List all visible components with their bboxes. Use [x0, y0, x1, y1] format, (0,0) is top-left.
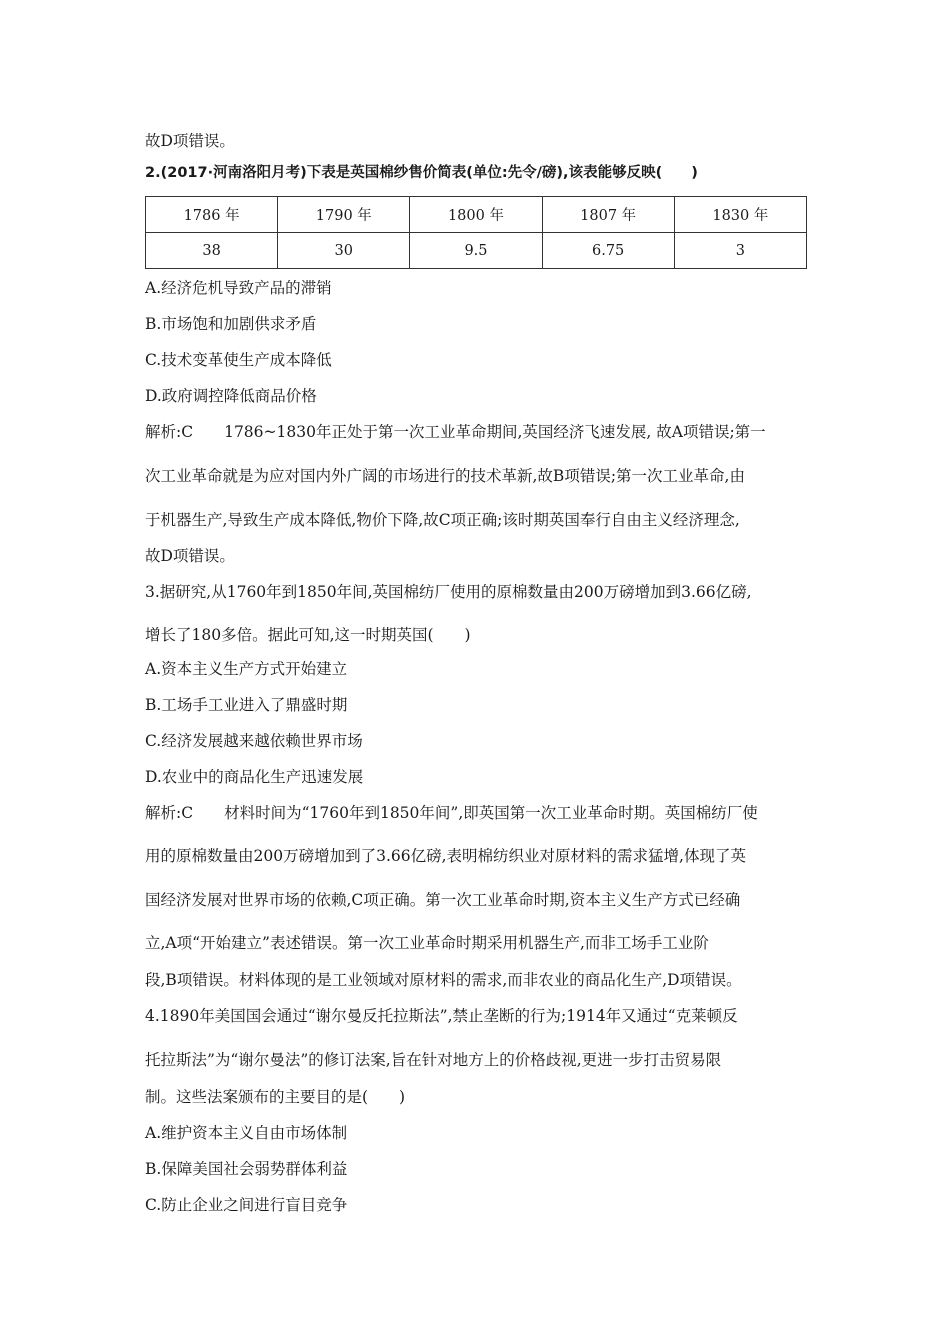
- option-c: C.防止企业之间进行盲目竞争: [145, 1196, 348, 1214]
- option-b: B.市场饱和加剧供求矛盾: [145, 315, 317, 333]
- table-cell: 9.5: [410, 233, 542, 269]
- option-a: A.维护资本主义自由市场体制: [145, 1124, 348, 1142]
- question-3-stem: 增长了180多倍。据此可知,这一时期英国( ): [145, 626, 471, 644]
- analysis-line: 段,B项错误。材料体现的是工业领域对原材料的需求,而非农业的商品化生产,D项错误。: [145, 971, 742, 989]
- option-a: A.经济危机导致产品的滞销: [145, 279, 332, 297]
- table-header-row: [146, 197, 807, 233]
- option-a: A.资本主义生产方式开始建立: [145, 660, 348, 678]
- table-cell: 1830 年: [674, 197, 806, 233]
- question-2-stem: 2.(2017·河南洛阳月考)下表是英国棉纱售价简表(单位:先令/磅),该表能够反映( ): [145, 165, 698, 181]
- question-4-stem: 托拉斯法”为“谢尔曼法”的修订法案,旨在针对地方上的价格歧视,更进一步打击贸易限: [145, 1051, 722, 1069]
- analysis-line: 故D项错误。: [145, 547, 235, 565]
- question-4-stem: 制。这些法案颁布的主要目的是( ): [145, 1088, 406, 1106]
- table-cell: 1807 年: [542, 197, 674, 233]
- table-cell: 6.75: [542, 233, 674, 269]
- option-c: C.经济发展越来越依赖世界市场: [145, 732, 363, 750]
- question-3-stem: 3.据研究,从1760年到1850年间,英国棉纺厂使用的原棉数量由200万磅增加到3.66亿磅,: [145, 583, 752, 601]
- option-b: B.工场手工业进入了鼎盛时期: [145, 696, 348, 714]
- analysis-line: 次工业革命就是为应对国内外广阔的市场进行的技术革新,故B项错误;第一次工业革命,由: [145, 467, 745, 485]
- option-c: C.技术变革使生产成本降低: [145, 351, 332, 369]
- table-cell: 1786 年: [146, 197, 278, 233]
- question-4-stem: 4.1890年美国国会通过“谢尔曼反托拉斯法”,禁止垄断的行为;1914年又通过“克莱顿反: [145, 1007, 738, 1025]
- table-value-row: [146, 233, 807, 269]
- analysis-line: 用的原棉数量由200万磅增加到了3.66亿磅,表明棉纺织业对原材料的需求猛增,体现了英: [145, 847, 746, 865]
- table-cell: 38: [146, 233, 278, 269]
- option-d: D.政府调控降低商品价格: [145, 387, 317, 405]
- analysis-line: 解析:C 材料时间为“1760年到1850年间”,即英国第一次工业革命时期。英国棉纺厂使: [145, 804, 758, 822]
- analysis-line: 于机器生产,导致生产成本降低,物价下降,故C项正确;该时期英国奉行自由主义经济理念,: [145, 511, 740, 529]
- table-cell: 30: [278, 233, 410, 269]
- table-cell: 1790 年: [278, 197, 410, 233]
- table-cell: 1800 年: [410, 197, 542, 233]
- option-d: D.农业中的商品化生产迅速发展: [145, 768, 364, 786]
- analysis-line: 国经济发展对世界市场的依赖,C项正确。第一次工业革命时期,资本主义生产方式已经确: [145, 891, 741, 909]
- price-table: [145, 196, 807, 269]
- analysis-line: 解析:C 1786~1830年正处于第一次工业革命期间,英国经济飞速发展, 故A项错误;第一: [145, 423, 766, 441]
- option-b: B.保障美国社会弱势群体利益: [145, 1160, 348, 1178]
- analysis-line: 立,A项“开始建立”表述错误。第一次工业革命时期采用机器生产,而非工场手工业阶: [145, 934, 709, 952]
- table-cell: 3: [674, 233, 806, 269]
- text-line: 故D项错误。: [145, 132, 235, 150]
